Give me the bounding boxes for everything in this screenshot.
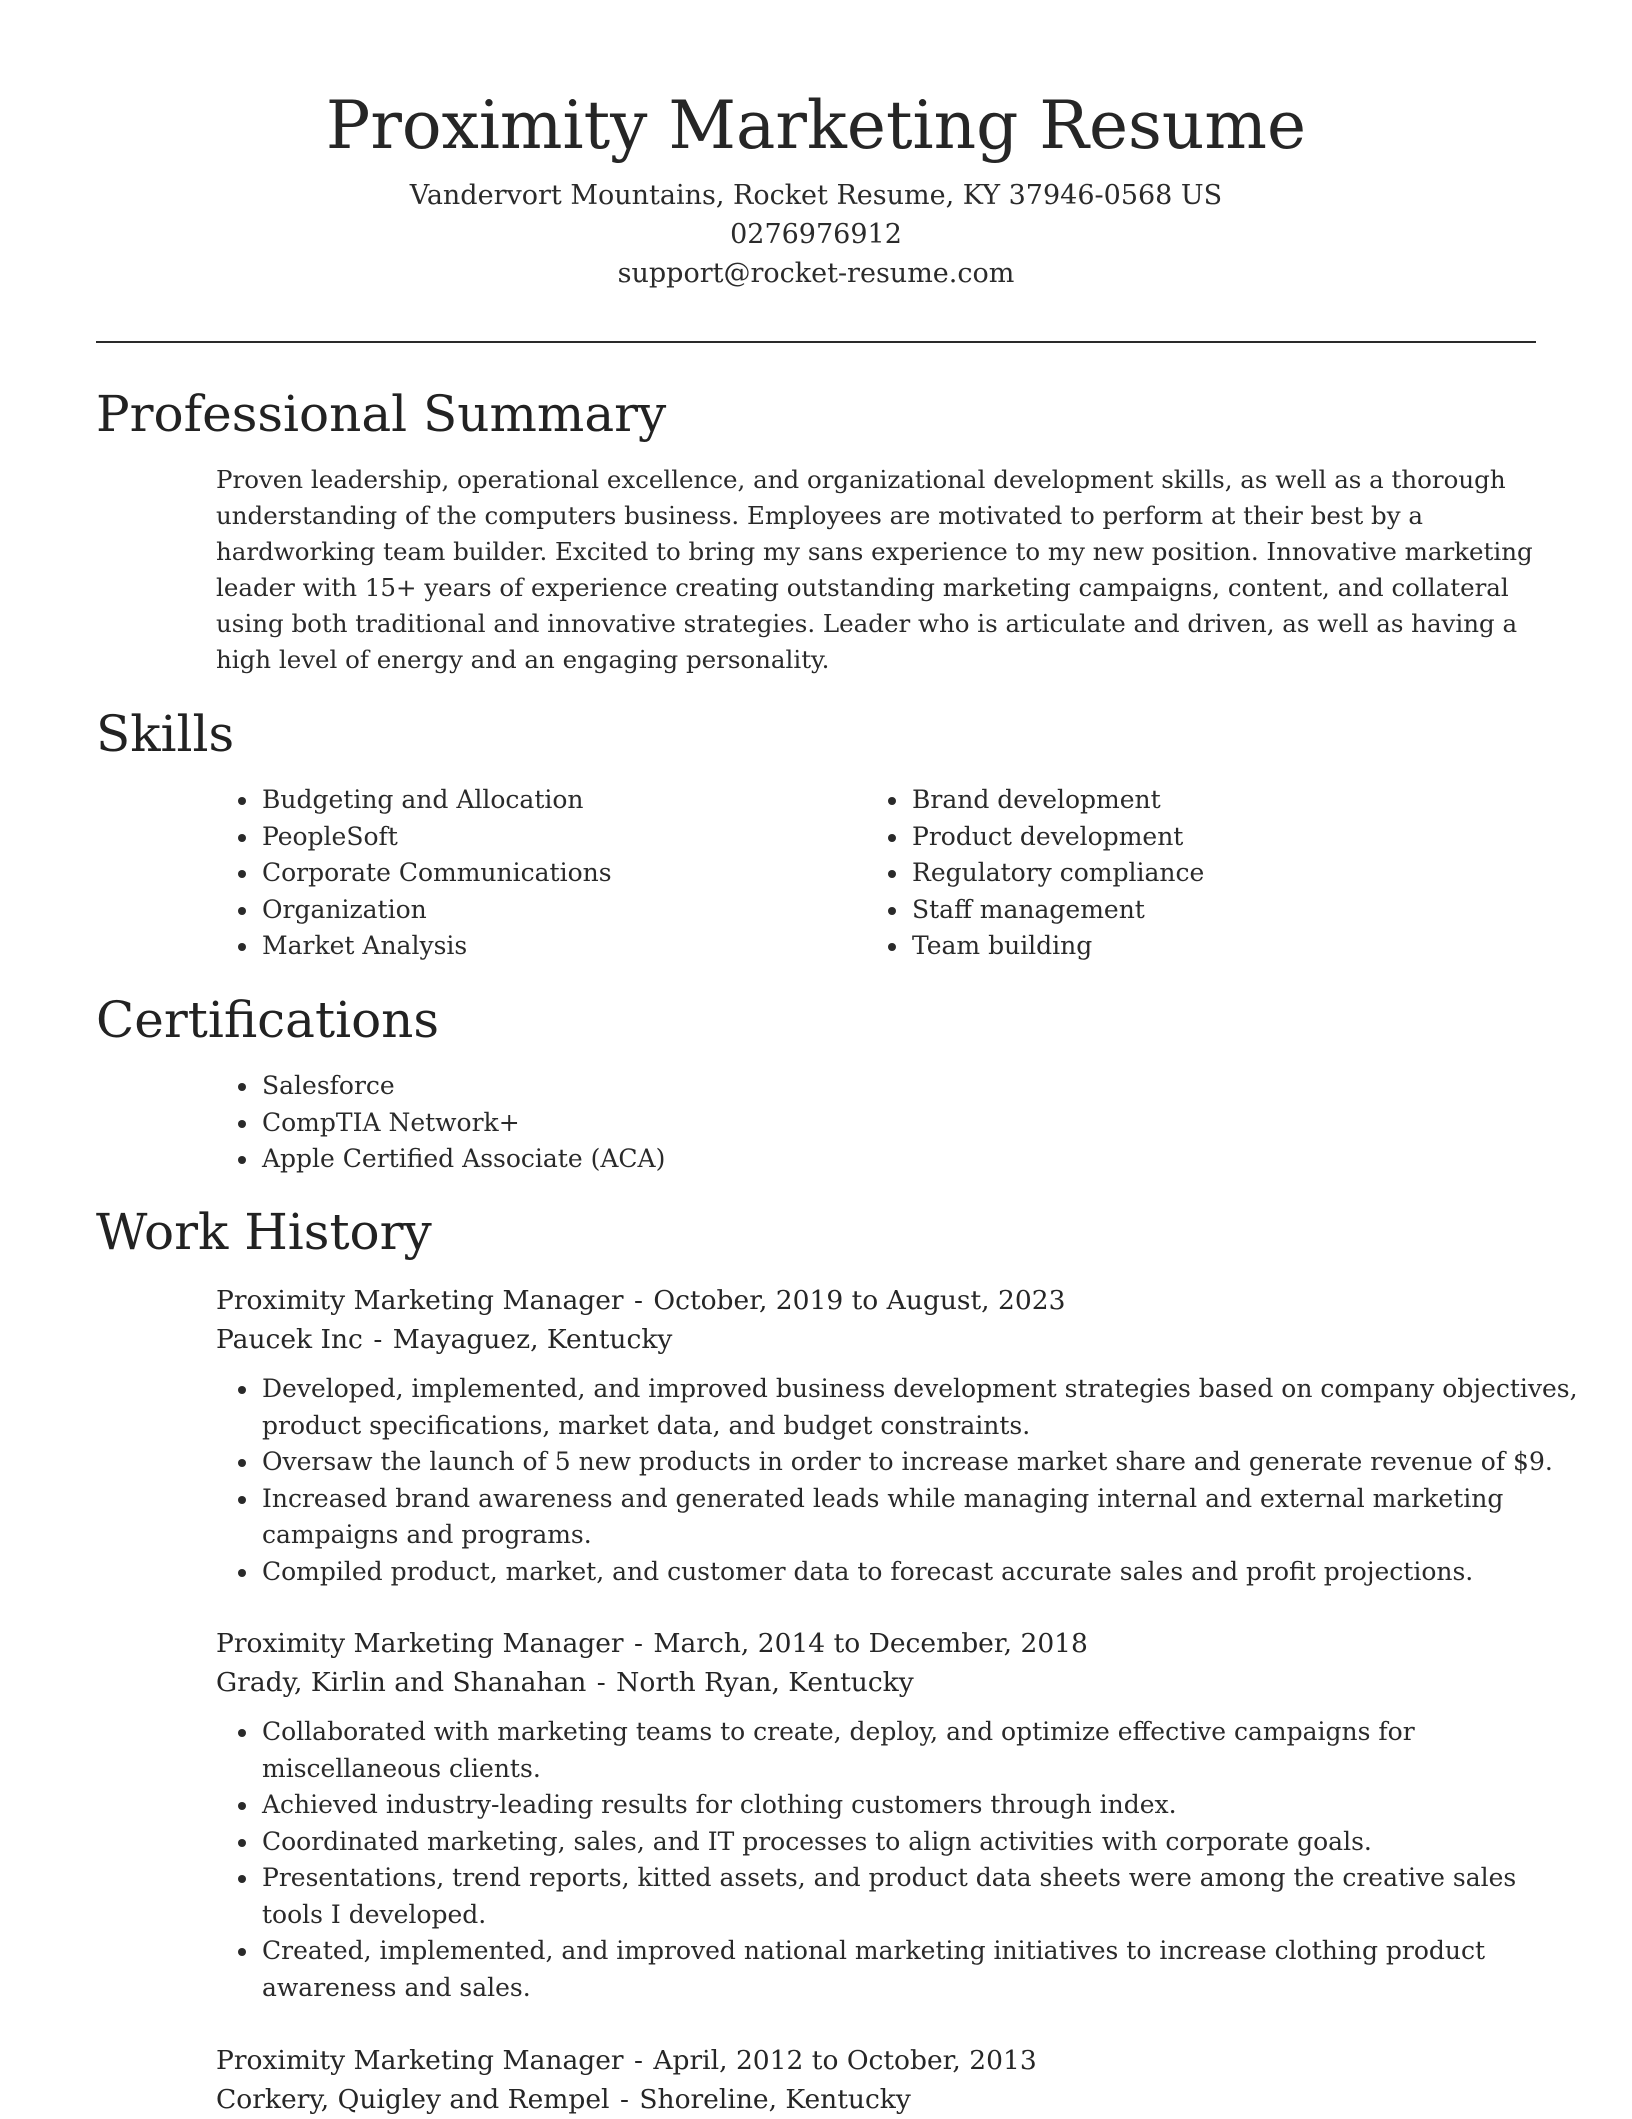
job-company-line	[216, 1663, 1546, 1702]
skill-item: • Budgeting and Allocation	[260, 782, 816, 819]
separator: -	[588, 1667, 615, 1698]
job-duty: • Coordinated marketing, sales, and IT processes to align activities with corporate goals.	[260, 1824, 1580, 1861]
job-title-line	[216, 2041, 1546, 2080]
certification-item: • CompTIA Network+	[260, 1105, 1216, 1142]
job-company: Grady, Kirlin and Shanahan	[216, 1667, 587, 1698]
work-history-heading: Work History	[96, 1203, 432, 1261]
job-duty: • Collaborated with marketing teams to create, deploy, and optimize effective campaigns for miscellaneous clients.	[260, 1714, 1580, 1787]
skill-item: • Market Analysis	[260, 928, 816, 965]
job-location: Shoreline, Kentucky	[639, 2084, 911, 2115]
separator: -	[625, 1285, 652, 1316]
summary-text: Proven leadership, operational excellence, and organizational development skills, as well as a thorough understanding of the computers business. Employees are motivated to perform at their best by a hardworking team builder. Excited to bring my sans experience to my new position. Innovative marketing leader with 15+ years of experience creating outstanding marketing campaigns, content, and collateral using both traditional and innovative strategies. Leader who is articulate and driven, as well as having a high level of energy and an engaging personality.	[216, 465, 1533, 674]
skill-item: • Brand development	[910, 782, 1466, 819]
resume-header	[96, 80, 1536, 293]
job-duty: • Developed, implemented, and improved business development strategies based on company objectives, product specifications, market data, and budget constraints.	[260, 1371, 1580, 1444]
job-title: Proximity Marketing Manager	[216, 1628, 624, 1659]
job-duties-list	[216, 1714, 1580, 2006]
job-location: North Ryan, Kentucky	[616, 1667, 914, 1698]
skill-item: • Staff management	[910, 892, 1466, 929]
skills-column-left	[216, 782, 816, 965]
skill-item: • Product development	[910, 819, 1466, 856]
skill-item: • Organization	[260, 892, 816, 929]
contact-phone: 0276976912	[730, 219, 902, 250]
job-entry	[216, 1281, 1578, 1590]
separator: -	[625, 1628, 652, 1659]
skills-list-right	[866, 782, 1466, 965]
job-duty: • Achieved industry-leading results for clothing customers through index.	[260, 1787, 1580, 1824]
skill-item: • Regulatory compliance	[910, 855, 1466, 892]
skills-column-right	[866, 782, 1466, 965]
job-company: Paucek Inc	[216, 1324, 363, 1355]
job-duty: • Increased brand awareness and generated leads while managing internal and external marketing campaigns and programs.	[260, 1481, 1580, 1554]
job-title-line	[216, 1281, 1546, 1320]
certifications-list	[216, 1068, 1216, 1178]
separator: -	[364, 1324, 391, 1355]
job-dates: October, 2019 to August, 2023	[653, 1285, 1066, 1316]
job-dates: March, 2014 to December, 2018	[653, 1628, 1088, 1659]
separator: -	[611, 2084, 638, 2115]
job-location: Mayaguez, Kentucky	[392, 1324, 673, 1355]
job-company-line	[216, 2080, 1546, 2119]
skill-item: • PeopleSoft	[260, 819, 816, 856]
skills-list-left	[216, 782, 816, 965]
job-title-line	[216, 1624, 1546, 1663]
resume-title: Proximity Marketing Resume	[325, 87, 1307, 164]
certification-item: • Apple Certified Associate (ACA)	[260, 1141, 1216, 1178]
header-divider	[96, 341, 1536, 343]
job-dates: April, 2012 to October, 2013	[653, 2045, 1037, 2076]
certifications-heading: Certifications	[96, 991, 440, 1049]
summary-heading: Professional Summary	[96, 385, 667, 443]
contact-info	[96, 176, 1536, 293]
skills-heading: Skills	[96, 705, 235, 763]
separator: -	[625, 2045, 652, 2076]
certification-item: • Salesforce	[260, 1068, 1216, 1105]
contact-email: support@rocket-resume.com	[617, 258, 1015, 289]
skill-item: • Corporate Communications	[260, 855, 816, 892]
job-duty: • Created, implemented, and improved national marketing initiatives to increase clothing product awareness and sales.	[260, 1933, 1580, 2006]
job-company-line	[216, 1320, 1546, 1359]
job-entry	[216, 1624, 1546, 2006]
job-duties-list	[216, 1371, 1580, 1590]
job-duty: • Oversaw the launch of 5 new products in order to increase market share and generate revenue of $9.	[260, 1444, 1580, 1481]
skill-item: • Team building	[910, 928, 1466, 965]
job-title: Proximity Marketing Manager	[216, 1285, 624, 1316]
job-duty: • Compiled product, market, and customer data to forecast accurate sales and profit projections.	[260, 1554, 1580, 1591]
job-duty: • Presentations, trend reports, kitted assets, and product data sheets were among the creative sales tools I developed.	[260, 1860, 1580, 1933]
job-title: Proximity Marketing Manager	[216, 2045, 624, 2076]
job-entry	[216, 2041, 1546, 2119]
contact-address: Vandervort Mountains, Rocket Resume, KY 37946-0568 US	[409, 180, 1223, 211]
job-company: Corkery, Quigley and Rempel	[216, 2084, 610, 2115]
certifications-block	[216, 1068, 1216, 1178]
